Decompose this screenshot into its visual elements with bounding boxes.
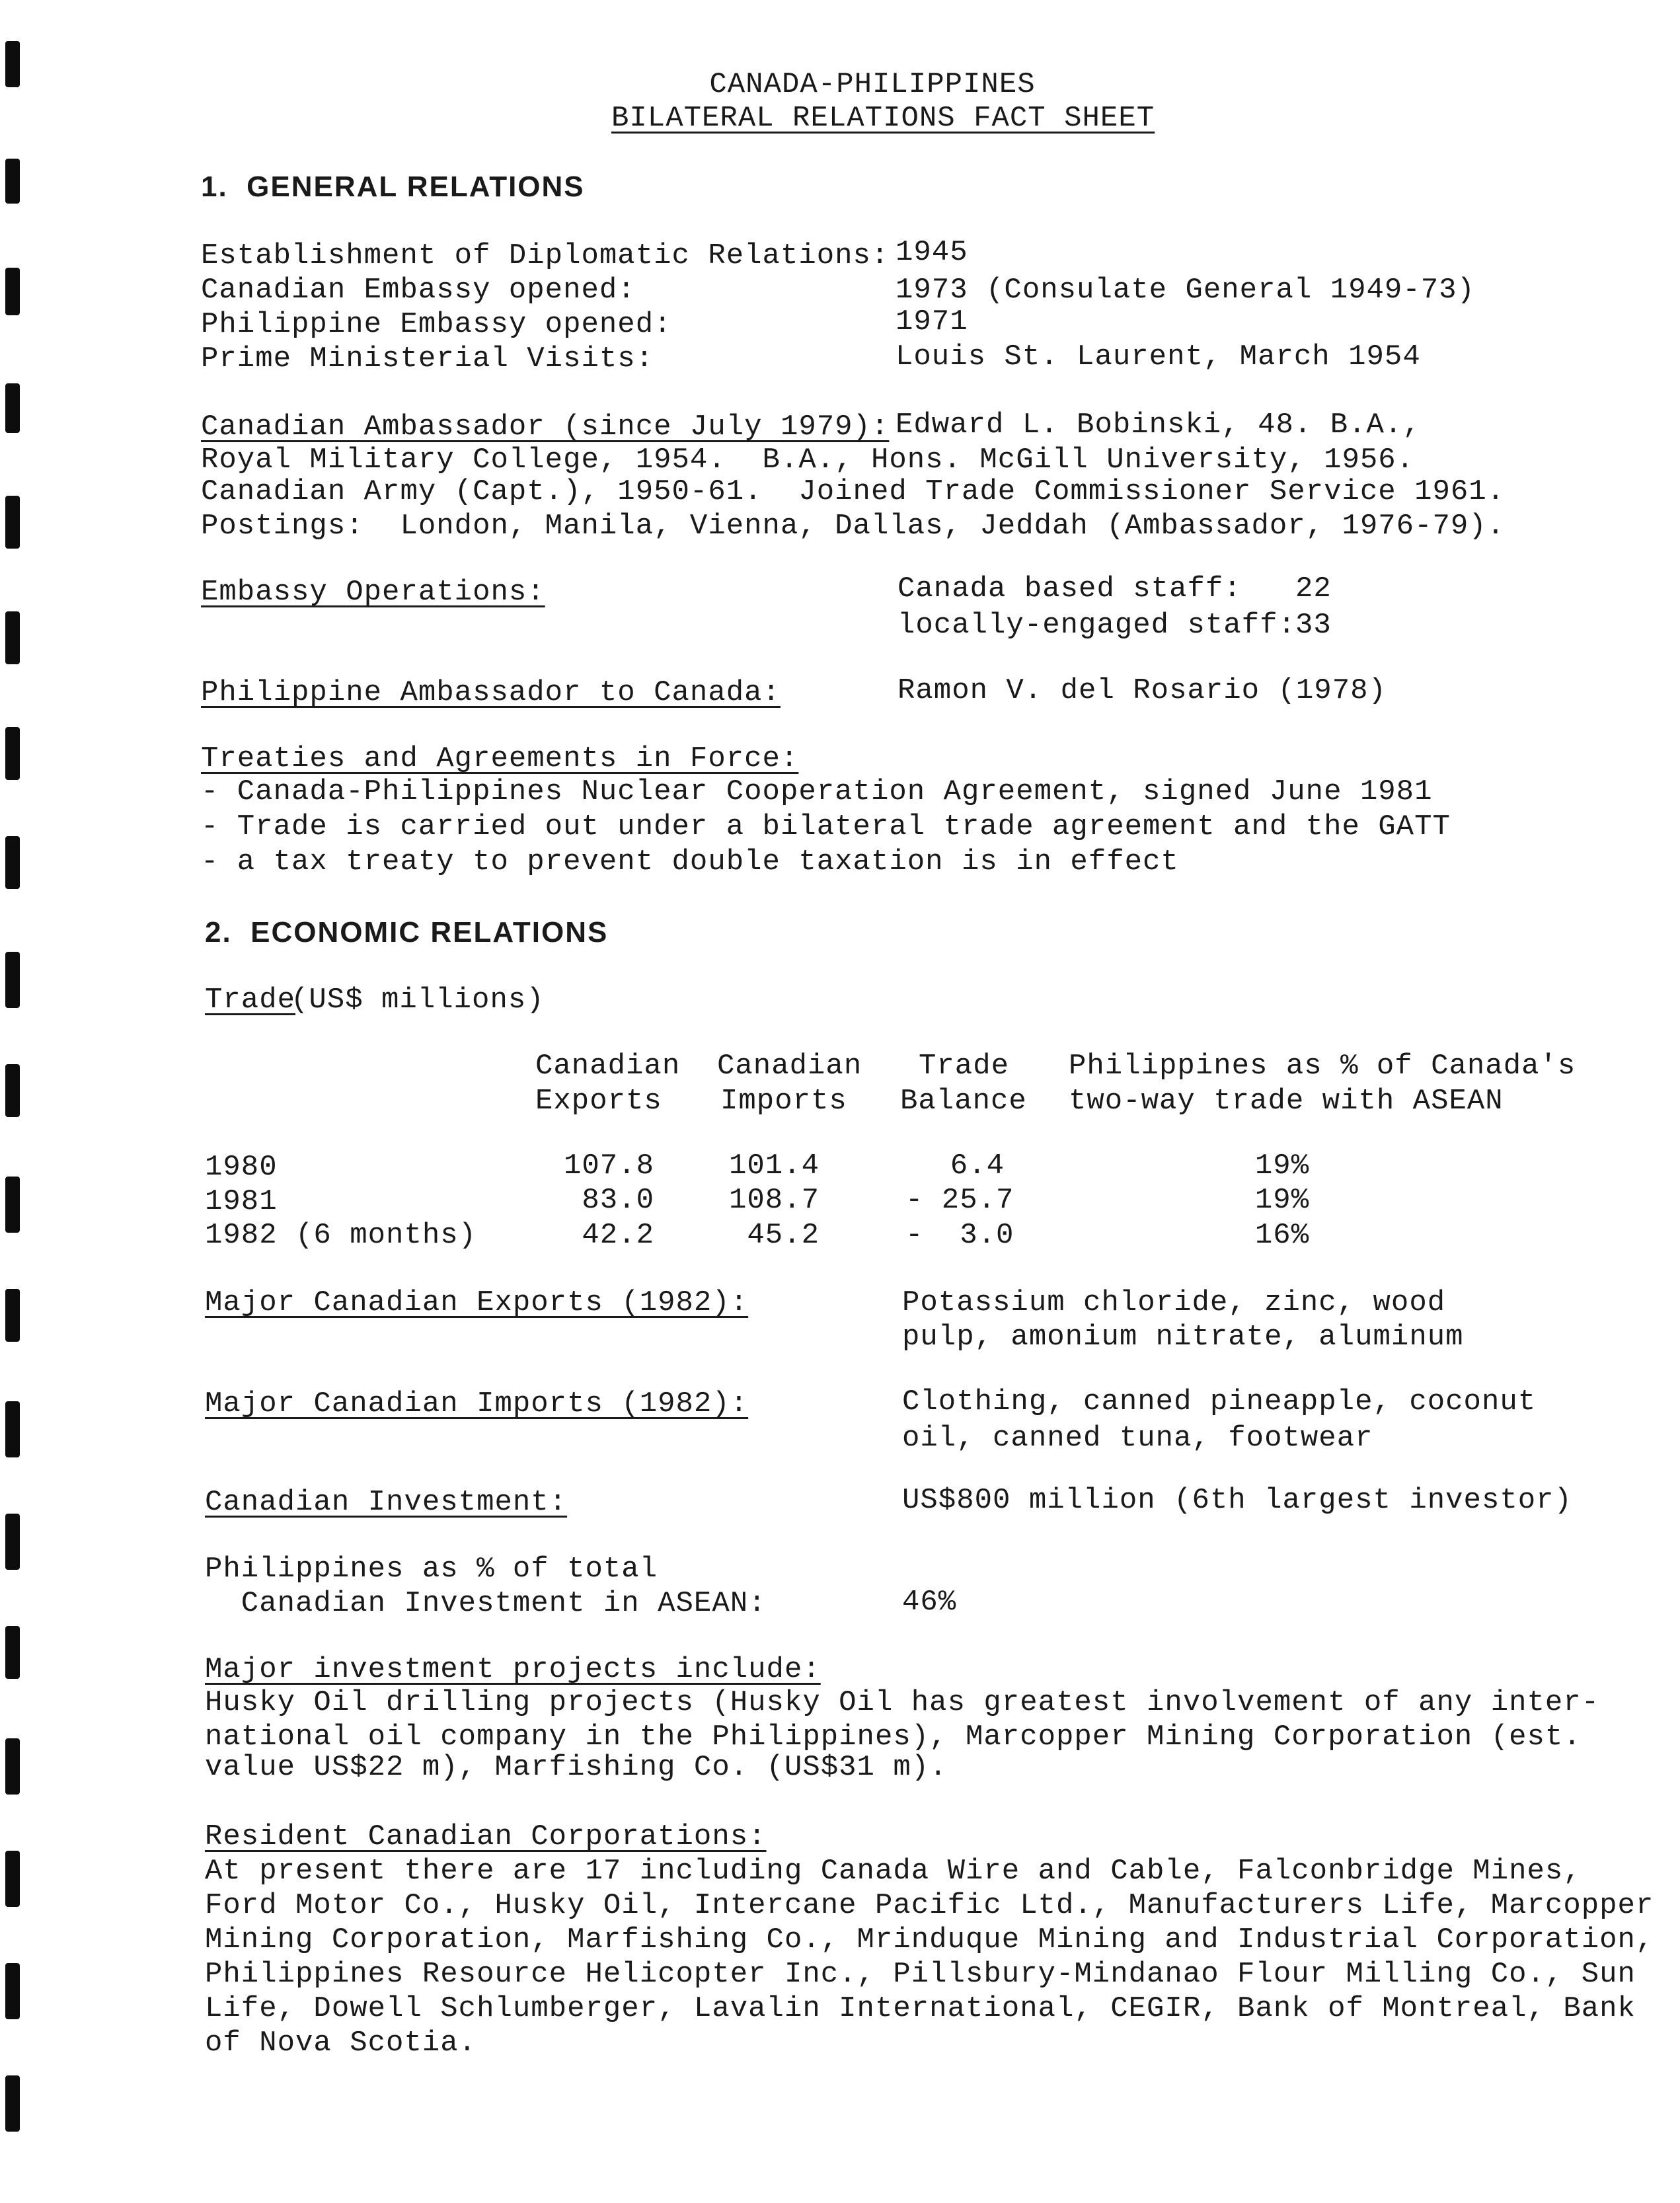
binder-mark — [5, 1738, 20, 1795]
treaty-item: - Canada-Philippines Nuclear Cooperation Agreement, signed June 1981 — [201, 775, 1433, 808]
treaty-item: - Trade is carried out under a bilateral trade agreement and the GATT — [201, 810, 1451, 843]
trade-label: Trade — [205, 984, 296, 1017]
table-cell-imports: 45.2 — [747, 1219, 820, 1252]
table-cell-share: 16% — [1254, 1219, 1310, 1252]
table-cell-balance: - 3.0 — [905, 1219, 1014, 1252]
corporations-line: At present there are 17 including Canada Wire and Cable, Falconbridge Mines, — [205, 1855, 1582, 1888]
col-header-exports: Exports — [535, 1085, 662, 1118]
corporations-line: of Nova Scotia. — [205, 2027, 477, 2060]
binder-mark — [5, 1289, 20, 1342]
binder-mark — [5, 1177, 20, 1233]
corporations-label: Resident Canadian Corporations: — [205, 1820, 767, 1853]
binder-mark — [5, 159, 20, 204]
document-title: CANADA-PHILIPPINES — [709, 68, 1036, 101]
fact-value: 1973 (Consulate General 1949-73) — [896, 274, 1475, 307]
col-header-balance: Balance — [900, 1085, 1027, 1118]
table-row-year: 1982 (6 months) — [205, 1219, 477, 1252]
phil-ambassador-value: Ramon V. del Rosario (1978) — [897, 674, 1387, 707]
table-cell-exports: 107.8 — [563, 1149, 654, 1182]
major-imports-label: Major Canadian Imports (1982): — [205, 1387, 749, 1420]
canada-staff-value: 22 — [1295, 572, 1332, 605]
projects-line: national oil company in the Philippines), Marcopper Mining Corporation (est. — [205, 1720, 1582, 1754]
table-cell-balance: - 25.7 — [905, 1184, 1014, 1217]
table-cell-imports: 108.7 — [728, 1184, 820, 1217]
table-cell-imports: 101.4 — [728, 1149, 820, 1182]
embassy-ops-label: Embassy Operations: — [201, 576, 545, 609]
fact-value: Louis St. Laurent, March 1954 — [896, 340, 1421, 373]
fact-value: 1971 — [896, 305, 968, 338]
corporations-line: Philippines Resource Helicopter Inc., Pillsbury-Mindanao Flour Milling Co., Sun — [205, 1958, 1636, 1991]
table-row-year: 1980 — [205, 1151, 278, 1184]
binder-mark — [5, 727, 20, 780]
phil-share-label: Philippines as % of total — [205, 1553, 658, 1586]
binder-mark — [5, 1626, 20, 1679]
binder-mark — [5, 383, 20, 433]
fact-label: Prime Ministerial Visits: — [201, 342, 654, 375]
fact-label: Philippine Embassy opened: — [201, 308, 672, 341]
major-exports-line: Potassium chloride, zinc, wood — [902, 1286, 1446, 1319]
major-exports-line: pulp, amonium nitrate, aluminum — [902, 1321, 1464, 1354]
col-header-imports: Imports — [720, 1085, 847, 1118]
corporations-line: Life, Dowell Schlumberger, Lavalin International, CEGIR, Bank of Montreal, Bank — [205, 1992, 1636, 2025]
binder-mark — [5, 836, 20, 889]
fact-label: Canadian Embassy opened: — [201, 274, 636, 307]
trade-unit: (US$ millions) — [291, 984, 545, 1017]
projects-line: Husky Oil drilling projects (Husky Oil has greatest involvement of any inter- — [205, 1686, 1600, 1719]
projects-line: value US$22 m), Marfishing Co. (US$31 m). — [205, 1751, 948, 1784]
table-cell-share: 19% — [1254, 1149, 1310, 1182]
binder-mark — [5, 1401, 20, 1457]
col-header-share: Philippines as % of Canada's — [1069, 1050, 1576, 1083]
binder-mark — [5, 41, 20, 87]
corporations-line: Ford Motor Co., Husky Oil, Intercane Pacific Ltd., Manufacturers Life, Marcopper — [205, 1889, 1654, 1922]
col-header-exports: Canadian — [535, 1050, 681, 1083]
treaty-item: - a tax treaty to prevent double taxation is in effect — [201, 845, 1179, 878]
binder-mark — [5, 2075, 20, 2132]
binder-mark — [5, 1064, 20, 1117]
investment-value: US$800 million (6th largest investor) — [902, 1484, 1572, 1517]
fact-value: 1945 — [896, 236, 968, 269]
local-staff-label: locally-engaged staff: — [897, 609, 1296, 642]
section-1-heading: 1. GENERAL RELATIONS — [201, 171, 585, 203]
binder-mark — [5, 1514, 20, 1570]
ambassador-bio-line: Postings: London, Manila, Vienna, Dallas, Jeddah (Ambassador, 1976-79). — [201, 510, 1506, 543]
section-2-heading: 2. ECONOMIC RELATIONS — [205, 916, 609, 948]
investment-label: Canadian Investment: — [205, 1486, 568, 1519]
binder-mark — [5, 1963, 20, 2019]
binder-mark — [5, 496, 20, 549]
document-subtitle: BILATERAL RELATIONS FACT SHEET — [611, 102, 1155, 135]
binder-mark — [5, 611, 20, 664]
ambassador-name: Edward L. Bobinski, 48. B.A., — [896, 408, 1421, 442]
col-header-share: two-way trade with ASEAN — [1069, 1085, 1504, 1118]
ambassador-label: Canadian Ambassador (since July 1979): — [201, 410, 890, 444]
binder-mark — [5, 268, 20, 315]
table-cell-share: 19% — [1254, 1184, 1310, 1217]
col-header-balance: Trade — [919, 1050, 1010, 1083]
ambassador-bio-line: Royal Military College, 1954. B.A., Hons. McGill University, 1956. — [201, 444, 1415, 477]
local-staff-value: 33 — [1295, 609, 1332, 642]
canada-staff-label: Canada based staff: — [897, 572, 1242, 605]
treaties-label: Treaties and Agreements in Force: — [201, 742, 799, 775]
table-cell-exports: 42.2 — [582, 1219, 654, 1252]
corporations-line: Mining Corporation, Marfishing Co., Mrinduque Mining and Industrial Corporation, — [205, 1923, 1654, 1956]
table-cell-exports: 83.0 — [582, 1184, 654, 1217]
ambassador-bio-line: Canadian Army (Capt.), 1950-61. Joined Trade Commissioner Service 1961. — [201, 475, 1506, 508]
phil-share-value: 46% — [902, 1586, 957, 1619]
major-imports-line: oil, canned tuna, footwear — [902, 1422, 1373, 1455]
binder-mark — [5, 1851, 20, 1907]
major-exports-label: Major Canadian Exports (1982): — [205, 1286, 749, 1319]
phil-ambassador-label: Philippine Ambassador to Canada: — [201, 676, 781, 709]
fact-label: Establishment of Diplomatic Relations: — [201, 239, 890, 272]
col-header-imports: Canadian — [717, 1050, 862, 1083]
projects-label: Major investment projects include: — [205, 1653, 821, 1686]
table-row-year: 1981 — [205, 1185, 278, 1218]
binder-mark — [5, 952, 20, 1008]
phil-share-label: Canadian Investment in ASEAN: — [205, 1587, 767, 1620]
table-cell-balance: 6.4 — [950, 1149, 1005, 1182]
major-imports-line: Clothing, canned pineapple, coconut — [902, 1385, 1537, 1418]
